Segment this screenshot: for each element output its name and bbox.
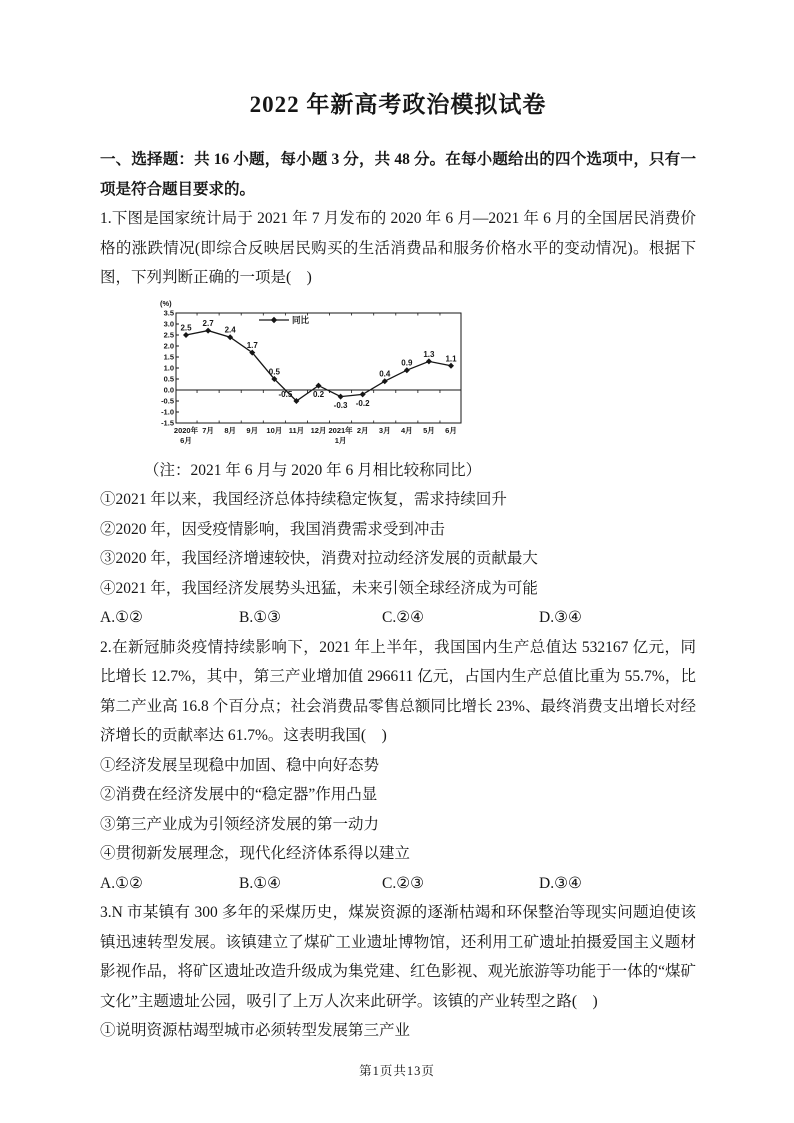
question-2-stem: 2.在新冠肺炎疫情持续影响下，2021 年上半年，我国国内生产总值达 532167 亿元，同比增长 12.7%，其中，第三产业增加值 296611 亿元，占国内生产总值比重为 55.7%，比第二产业高 16.8 个百分点；社会消费品零售总额同比增长 23%、最终消费支出增长对经济增长的贡献率达 61.7%。这表明我国( ) bbox=[100, 638, 696, 744]
svg-text:9月: 9月 bbox=[246, 425, 259, 435]
question-1 bbox=[100, 204, 696, 633]
svg-text:-0.3: -0.3 bbox=[333, 400, 348, 410]
question-1-item-2: ②2020 年，因受疫情影响，我国消费需求受到冲击 bbox=[100, 520, 445, 538]
svg-text:2.0: 2.0 bbox=[163, 341, 174, 351]
svg-text:1.0: 1.0 bbox=[163, 363, 174, 373]
svg-text:7月: 7月 bbox=[202, 425, 214, 435]
svg-text:2.7: 2.7 bbox=[202, 318, 214, 328]
svg-text:0.2: 0.2 bbox=[312, 389, 325, 399]
cpi-line-chart-svg bbox=[156, 298, 474, 450]
svg-text:-0.5: -0.5 bbox=[278, 389, 293, 399]
svg-text:(%): (%) bbox=[160, 298, 172, 308]
svg-text:5月: 5月 bbox=[423, 425, 435, 435]
page-title: 2022 年新高考政治模拟试卷 bbox=[249, 92, 547, 117]
svg-text:2020年: 2020年 bbox=[173, 425, 199, 435]
question-1-option-a: A.①② bbox=[100, 609, 143, 626]
svg-text:2021年: 2021年 bbox=[328, 425, 353, 435]
question-2-option-d: D.③④ bbox=[539, 874, 582, 892]
question-3-stem: 3.N 市某镇有 300 多年的采煤历史，煤炭资源的逐渐枯竭和环保整治等现实问题迫使该镇迅速转型发展。该镇建立了煤矿工业遗址博物馆，还利用工矿遗址拍摄爱国主义题材影视作品，将矿区遗址改造升级成为集党建、红色影视、观光旅游等功能于一体的“煤矿文化”主题遗址公园，吸引了上万人次来此研学。该镇的产业转型之路( ) bbox=[100, 904, 696, 1010]
svg-text:-1.5: -1.5 bbox=[161, 418, 174, 428]
svg-text:2.4: 2.4 bbox=[224, 325, 236, 335]
question-1-option-c: C.②④ bbox=[382, 609, 425, 626]
svg-text:1.1: 1.1 bbox=[445, 353, 457, 363]
svg-text:10月: 10月 bbox=[266, 425, 283, 435]
chart-note: （注：2021 年 6 月与 2020 年 6 月相比较称同比） bbox=[144, 461, 482, 479]
question-2-option-c: C.②③ bbox=[382, 874, 425, 892]
svg-text:12月: 12月 bbox=[310, 425, 327, 435]
question-2-item-4: ④贯彻新发展理念，现代化经济体系得以建立 bbox=[100, 845, 411, 862]
question-1-option-b: B.①③ bbox=[239, 609, 282, 626]
svg-text:6月: 6月 bbox=[445, 425, 457, 435]
svg-text:6月: 6月 bbox=[180, 435, 192, 445]
svg-text:0.4: 0.4 bbox=[379, 369, 391, 379]
svg-text:2月: 2月 bbox=[356, 425, 369, 435]
svg-text:0.5: 0.5 bbox=[163, 374, 174, 384]
question-2 bbox=[100, 633, 696, 899]
question-1-options bbox=[100, 603, 696, 633]
section-header: 一、选择题：共 16 小题，每小题 3 分，共 48 分。在每小题给出的四个选项中，只有一项是符合题目要求的。 bbox=[100, 151, 696, 198]
question-1-item-1: ①2021 年以来，我国经济总体持续稳定恢复，需求持续回升 bbox=[100, 491, 507, 508]
question-1-item-4: ④2021 年，我国经济发展势头迅猛，未来引领全球经济成为可能 bbox=[100, 579, 538, 597]
question-2-option-b: B.①④ bbox=[239, 874, 282, 892]
question-2-options bbox=[100, 869, 696, 899]
svg-text:3.0: 3.0 bbox=[163, 319, 174, 329]
svg-text:4月: 4月 bbox=[400, 425, 413, 435]
svg-text:-0.5: -0.5 bbox=[161, 396, 174, 406]
question-3-item-1: ①说明资源枯竭型城市必须转型发展第三产业 bbox=[100, 1022, 411, 1039]
question-1-stem: 1.下图是国家统计局于 2021 年 7 月发布的 2020 年 6 月—2021 年 6 月的全国居民消费价格的涨跌情况(即综合反映居民购买的生活消费品和服务价格水平的变动情况)。根据下图，下列判断正确的一项是( ) bbox=[100, 210, 696, 286]
svg-text:1.7: 1.7 bbox=[246, 340, 258, 350]
page-number: 第1页共13页 bbox=[359, 1064, 435, 1078]
svg-text:同比: 同比 bbox=[292, 314, 310, 325]
svg-text:3月: 3月 bbox=[378, 425, 391, 435]
svg-text:8月: 8月 bbox=[224, 425, 237, 435]
svg-text:11月: 11月 bbox=[288, 425, 305, 435]
question-1-option-d: D.③④ bbox=[539, 609, 582, 626]
question-3 bbox=[100, 898, 696, 1046]
question-2-item-1: ①经济发展呈现稳中加固、稳中向好态势 bbox=[100, 756, 380, 774]
question-2-item-2: ②消费在经济发展中的“稳定器”作用凸显 bbox=[100, 786, 378, 803]
svg-text:0.0: 0.0 bbox=[163, 385, 174, 395]
svg-text:1月: 1月 bbox=[334, 435, 347, 445]
svg-text:2.5: 2.5 bbox=[180, 323, 192, 332]
svg-text:-1.0: -1.0 bbox=[161, 407, 174, 417]
svg-text:0.9: 0.9 bbox=[401, 358, 413, 368]
svg-text:-0.2: -0.2 bbox=[355, 398, 370, 408]
question-2-option-a: A.①② bbox=[100, 874, 143, 892]
svg-text:3.5: 3.5 bbox=[163, 308, 174, 318]
question-2-item-3: ③第三产业成为引领经济发展的第一动力 bbox=[100, 815, 380, 833]
question-1-item-3: ③2020 年，我国经济增速较快，消费对拉动经济发展的贡献最大 bbox=[100, 550, 538, 567]
svg-text:0.5: 0.5 bbox=[268, 367, 280, 376]
page-content bbox=[100, 86, 696, 1046]
cpi-line-chart bbox=[156, 298, 474, 450]
svg-text:1.3: 1.3 bbox=[423, 349, 435, 359]
svg-text:1.5: 1.5 bbox=[163, 352, 174, 362]
svg-text:2.5: 2.5 bbox=[163, 330, 174, 340]
